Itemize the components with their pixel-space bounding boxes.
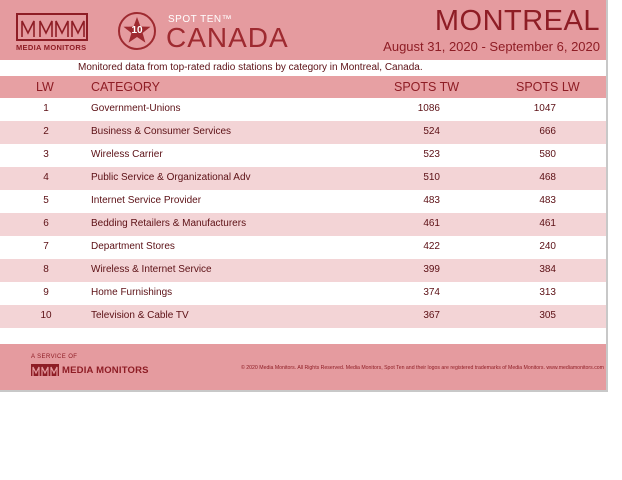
spot-ten-label: SPOT TEN™ xyxy=(168,14,233,25)
row-spots-lw: 666 xyxy=(539,126,556,137)
row-spots-lw: 1047 xyxy=(533,103,556,114)
footer-banner xyxy=(0,344,606,390)
row-category: Home Furnishings xyxy=(91,287,173,298)
col-category: CATEGORY xyxy=(91,80,160,94)
row-spots-tw: 374 xyxy=(423,287,440,298)
table-row xyxy=(0,190,606,213)
row-spots-lw: 313 xyxy=(539,287,556,298)
row-lw: 2 xyxy=(43,126,49,137)
row-lw: 6 xyxy=(43,218,49,229)
row-lw: 9 xyxy=(43,287,49,298)
table-row xyxy=(0,259,606,282)
service-label: A SERVICE OF xyxy=(31,354,78,360)
col-spots-lw: SPOTS LW xyxy=(516,80,580,94)
row-category: Public Service & Organizational Adv xyxy=(91,172,251,183)
row-spots-lw: 468 xyxy=(539,172,556,183)
city-title: MONTREAL xyxy=(434,5,600,37)
row-spots-lw: 384 xyxy=(539,264,556,275)
table-row xyxy=(0,144,606,167)
subtitle: Monitored data from top-rated radio stations by category in Montreal, Canada. xyxy=(78,62,423,73)
table-row xyxy=(0,236,606,259)
row-category: Wireless & Internet Service xyxy=(91,264,212,275)
table-row xyxy=(0,98,606,121)
row-spots-tw: 483 xyxy=(423,195,440,206)
logo-mark xyxy=(16,13,88,41)
date-range: August 31, 2020 - September 6, 2020 xyxy=(383,39,600,54)
row-lw: 4 xyxy=(43,172,49,183)
copyright: © 2020 Media Monitors. All Rights Reserved. Media Monitors, Spot Ten and their logos are registered trademarks of Media Monitors. www.mediamonitors.com xyxy=(241,365,604,371)
header-banner xyxy=(0,0,606,60)
row-spots-lw: 461 xyxy=(539,218,556,229)
row-spots-tw: 1086 xyxy=(417,103,440,114)
logo-text: MEDIA MONITORS xyxy=(16,43,87,52)
table-row xyxy=(0,213,606,236)
row-lw: 8 xyxy=(43,264,49,275)
row-spots-tw: 461 xyxy=(423,218,440,229)
row-spots-tw: 523 xyxy=(423,149,440,160)
row-lw: 5 xyxy=(43,195,49,206)
row-spots-lw: 580 xyxy=(539,149,556,160)
table-row xyxy=(0,121,606,144)
footer-brand: MEDIA MONITORS xyxy=(62,365,149,376)
star-badge-icon xyxy=(118,12,156,50)
subtitle-bar xyxy=(0,60,606,76)
row-category: Department Stores xyxy=(91,241,175,252)
table-row xyxy=(0,282,606,305)
row-spots-lw: 483 xyxy=(539,195,556,206)
row-spots-tw: 422 xyxy=(423,241,440,252)
col-spots-tw: SPOTS TW xyxy=(394,80,460,94)
row-spots-lw: 305 xyxy=(539,310,556,321)
badge-number: 10 xyxy=(131,25,143,36)
row-spots-tw: 510 xyxy=(423,172,440,183)
media-monitors-mark-icon xyxy=(31,364,59,376)
row-category: Television & Cable TV xyxy=(91,310,189,321)
row-category: Wireless Carrier xyxy=(91,149,163,160)
table-row xyxy=(0,167,606,190)
row-spots-lw: 240 xyxy=(539,241,556,252)
table-header xyxy=(0,76,606,98)
row-category: Business & Consumer Services xyxy=(91,126,232,137)
row-spots-tw: 399 xyxy=(423,264,440,275)
country-title: CANADA xyxy=(166,22,289,53)
row-spots-tw: 367 xyxy=(423,310,440,321)
row-lw: 7 xyxy=(43,241,49,252)
waveform-icon xyxy=(18,15,86,39)
media-monitors-logo xyxy=(16,13,92,53)
row-category: Internet Service Provider xyxy=(91,195,202,206)
row-lw: 10 xyxy=(40,310,52,321)
row-lw: 3 xyxy=(43,149,49,160)
row-category: Government-Unions xyxy=(91,103,181,114)
col-lw: LW xyxy=(36,80,54,94)
row-spots-tw: 524 xyxy=(423,126,440,137)
row-category: Bedding Retailers & Manufacturers xyxy=(91,218,247,229)
waveform-small-icon xyxy=(31,365,59,377)
table-row xyxy=(0,305,606,328)
row-lw: 1 xyxy=(43,103,49,114)
